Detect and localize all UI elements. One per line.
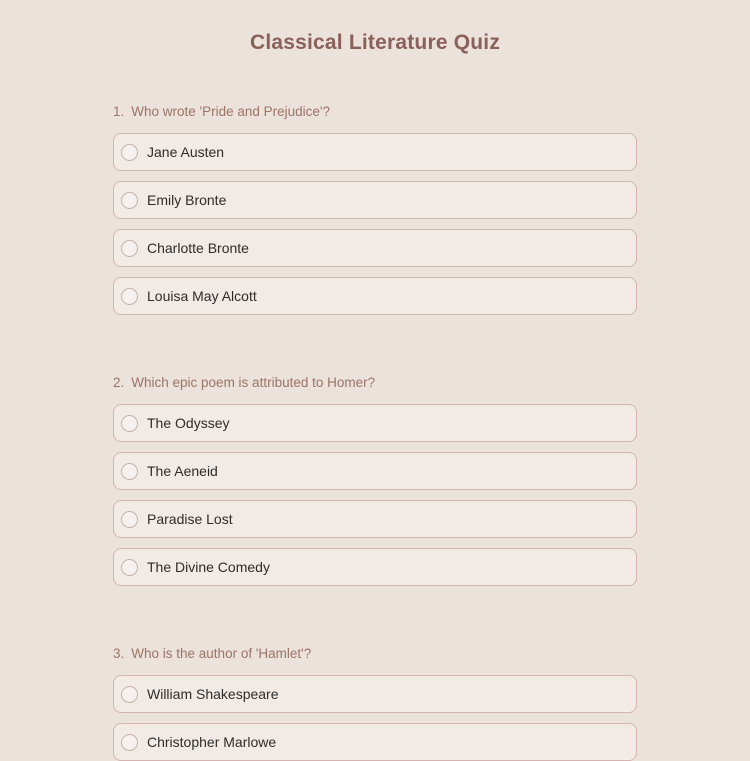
question-section-1: [113, 104, 637, 315]
option-label: Louisa May Alcott: [147, 288, 257, 304]
question-number: 2.: [113, 375, 125, 390]
radio-icon[interactable]: [121, 511, 138, 528]
option-label: Charlotte Bronte: [147, 240, 249, 256]
radio-icon[interactable]: [121, 240, 138, 257]
radio-icon[interactable]: [121, 559, 138, 576]
answer-option[interactable]: [113, 229, 637, 267]
quiz-container: [113, 0, 637, 761]
answer-option[interactable]: [113, 133, 637, 171]
option-label: The Divine Comedy: [147, 559, 270, 575]
question-text: Who wrote 'Pride and Prejudice'?: [131, 104, 331, 119]
radio-icon[interactable]: [121, 144, 138, 161]
answer-option[interactable]: [113, 675, 637, 713]
answer-option[interactable]: [113, 181, 637, 219]
question-text: Who is the author of 'Hamlet'?: [131, 646, 312, 661]
option-label: Emily Bronte: [147, 192, 227, 208]
answer-option[interactable]: [113, 548, 637, 586]
answer-option[interactable]: [113, 277, 637, 315]
option-label: Christopher Marlowe: [147, 734, 277, 750]
question-section-3: [113, 646, 637, 761]
answer-option[interactable]: [113, 452, 637, 490]
page-title: Classical Literature Quiz: [249, 31, 501, 54]
radio-icon[interactable]: [121, 686, 138, 703]
option-label: The Aeneid: [147, 463, 218, 479]
answer-option[interactable]: [113, 723, 637, 761]
option-label: Jane Austen: [147, 144, 225, 160]
radio-icon[interactable]: [121, 463, 138, 480]
question-number: 1.: [113, 104, 125, 119]
question-label: [113, 646, 637, 662]
radio-icon[interactable]: [121, 192, 138, 209]
question-section-2: [113, 375, 637, 586]
question-text: Which epic poem is attributed to Homer?: [131, 375, 376, 390]
option-label: Paradise Lost: [147, 511, 233, 527]
answer-option[interactable]: [113, 404, 637, 442]
question-label: [113, 375, 637, 391]
radio-icon[interactable]: [121, 288, 138, 305]
question-number: 3.: [113, 646, 125, 661]
radio-icon[interactable]: [121, 415, 138, 432]
question-label: [113, 104, 637, 120]
radio-icon[interactable]: [121, 734, 138, 751]
answer-option[interactable]: [113, 500, 637, 538]
option-label: William Shakespeare: [147, 686, 279, 702]
option-label: The Odyssey: [147, 415, 230, 431]
